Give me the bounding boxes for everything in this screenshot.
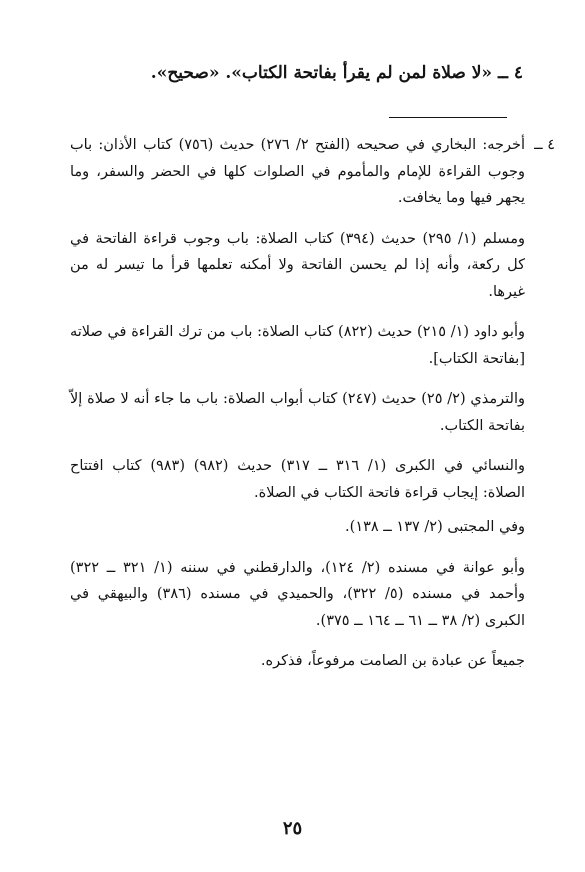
footnote-paragraph: وأبو داود (١/ ٢١٥) حديث (٨٢٢) كتاب الصلاة: باب من ترك القراءة في صلاته [بفاتحة الكتاب]. — [70, 324, 525, 367]
footnote-divider — [389, 117, 507, 118]
page-number: ٢٥ — [282, 818, 303, 839]
footnote-paragraph: وفي المجتبى (٢/ ١٣٧ ــ ١٣٨). — [345, 519, 525, 535]
footnotes — [70, 132, 555, 689]
footnote-paragraph — [70, 132, 555, 212]
footnote-paragraph: وأبو عوانة في مسنده (٢/ ١٢٤)، والدارقطني في سننه (١/ ٣٢١ ــ ٣٢٢) وأحمد في مسنده (٥/ ٣٢٢)، والحميدي في مسنده (٣٨٦) والبيهقي في الكبرى (٢/ ٣٨ ــ ٦١ ــ ١٦٤ ــ ٣٧٥). — [70, 559, 526, 629]
footnote-paragraph: ومسلم (١/ ٢٩٥) حديث (٣٩٤) كتاب الصلاة: باب وجوب قراءة الفاتحة في كل ركعة، وأنه إذا لم يحسن الفاتحة ولا أمكنه تعلمها قرأ ما تيسر له من غيرها. — [70, 230, 525, 300]
footnote-number: ٤ ــ — [534, 137, 555, 153]
footnote-paragraph: جميعاً عن عبادة بن الصامت مرفوعاً، فذكره. — [260, 653, 525, 669]
hadith-text: ٤ ــ «لا صلاة لمن لم يقرأ بفاتحة الكتاب». «صحيح». — [150, 63, 523, 83]
footnote-paragraph: والنسائي في الكبرى (١/ ٣١٦ ــ ٣١٧) حديث (٩٨٢) (٩٨٣) كتاب افتتاح الصلاة: إيجاب قراءة فاتحة الكتاب في الصلاة. — [70, 458, 526, 501]
footnote-text: أخرجه: البخاري في صحيحه (الفتح ٢/ ٢٧٦) حديث (٧٥٦) كتاب الأذان: باب وجوب القراءة للإمام والمأموم في الصلوات كلها في الحضر والسفر، وما يجهر فيها وما يخافت. — [70, 137, 525, 206]
footnote-paragraph: والترمذي (٢/ ٢٥) حديث (٢٤٧) كتاب أبواب الصلاة: باب ما جاء أنه لا صلاة إلاّ بفاتحة الكتاب. — [70, 391, 525, 434]
